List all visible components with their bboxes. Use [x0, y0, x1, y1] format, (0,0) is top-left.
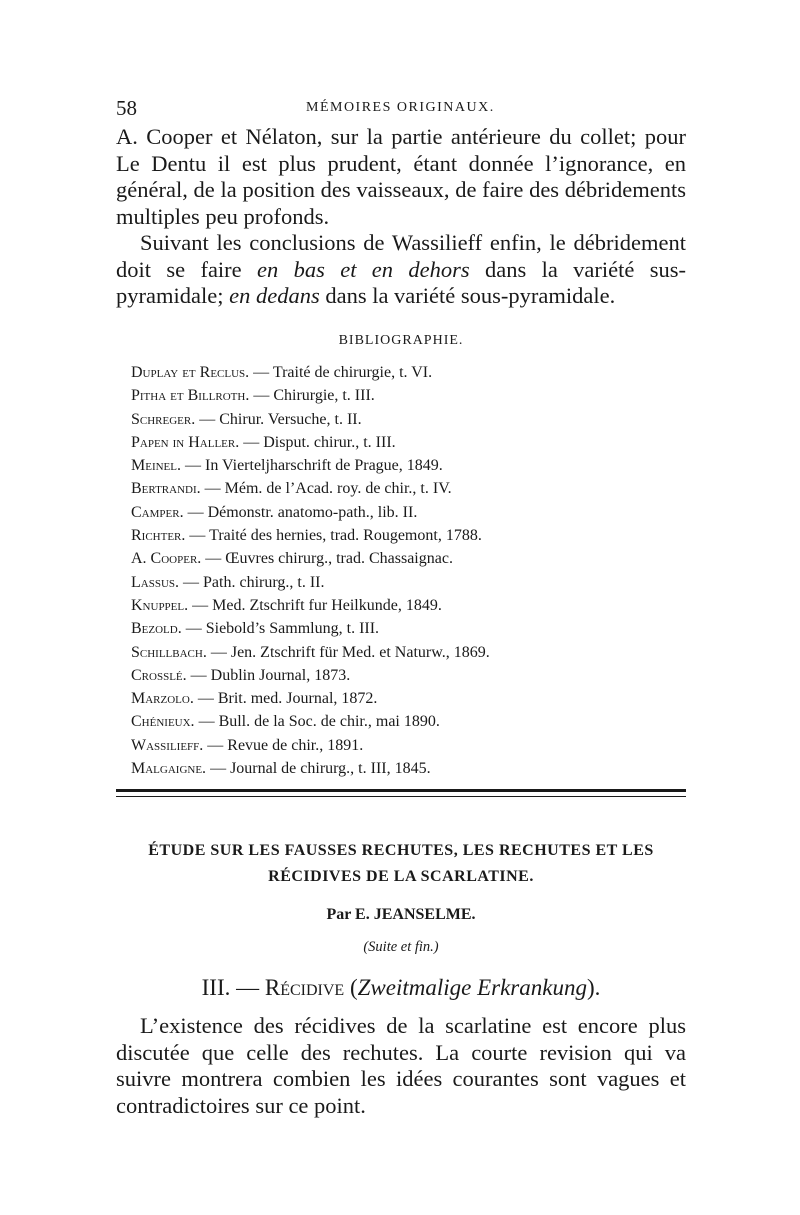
bibliography-author: Chénieux.	[131, 713, 195, 731]
bibliography-author: Schillbach.	[131, 643, 207, 661]
bibliography-reference: — Path. chirurg., t. II.	[179, 573, 325, 591]
bibliography-author: Duplay et Reclus.	[131, 364, 250, 381]
paragraph-1: A. Cooper et Nélaton, sur la partie antérieure du collet; pour Le Dentu il est plus prudent, étant donnée l’ignorance, en général, de la position des vaisseaux, de faire des débridements multiples peu profonds.	[116, 124, 686, 229]
bibliography-author: Bertrandi.	[131, 480, 201, 498]
bibliography-author: A. Cooper.	[131, 550, 202, 568]
running-title: MÉMOIRES ORIGINAUX.	[306, 100, 495, 115]
bibliography-author: Lassus.	[131, 573, 180, 591]
bibliography-entry	[131, 617, 691, 640]
paragraph-2-italic-2: en dedans	[229, 283, 320, 308]
article-byline: Par E. JEANSELME.	[326, 906, 476, 923]
bibliography-entry	[131, 361, 691, 384]
article-title-line-1: ÉTUDE SUR LES FAUSSES RECHUTES, LES RECHUTES ET LES	[148, 842, 654, 859]
bibliography-entry	[131, 384, 691, 407]
bibliography-entry	[131, 594, 691, 617]
bibliography-author: Schreger.	[131, 410, 196, 428]
section-number: III. —	[201, 975, 265, 1000]
bibliography-entry	[131, 431, 691, 454]
bibliography-entry	[131, 641, 691, 664]
bibliography-reference: — Siebold’s Sammlung, t. III.	[181, 620, 380, 638]
section-subtitle: Zweitmalige Erkrankung	[357, 975, 587, 1000]
bibliography-reference: — Œuvres chirurg., trad. Chassaignac.	[201, 550, 453, 568]
bibliography-entry	[131, 454, 691, 477]
section-subtitle-close: ).	[586, 975, 601, 1000]
bibliography-reference: — Démonstr. anatomo-path., lib. II.	[183, 503, 418, 521]
section-heading	[116, 975, 686, 1001]
bibliography-entry	[131, 501, 691, 524]
bibliography-list	[131, 361, 691, 780]
bibliography-author: Malgaigne.	[131, 760, 207, 778]
bibliography-reference: — Mém. de l’Acad. roy. de chir., t. IV.	[200, 480, 452, 498]
bibliography-author: Papen in Haller.	[131, 433, 240, 451]
bibliography-reference: — Med. Ztschrift fur Heilkunde, 1849.	[188, 596, 442, 614]
bibliography-author: Camper.	[131, 503, 184, 521]
bibliography-reference: — Traité de chirurgie, t. VI.	[249, 364, 433, 381]
bibliography-heading: BIBLIOGRAPHIE.	[338, 333, 464, 348]
bibliography-reference: — Journal de chirurg., t. III, 1845.	[206, 760, 431, 778]
bibliography-entry	[131, 524, 691, 547]
bibliography-entry	[131, 664, 691, 687]
bibliography-author: Crosslé.	[131, 666, 187, 684]
continued-text	[116, 124, 686, 310]
bibliography-entry	[131, 477, 691, 500]
bibliography-author: Richter.	[131, 527, 186, 545]
paragraph-2-part-2: dans la variété sus-pyramidale;	[116, 256, 686, 308]
bibliography-reference: — In Vierteljharschrift de Prague, 1849.	[181, 457, 443, 475]
bibliography-entry	[131, 710, 691, 733]
article-title-line-2: RÉCIDIVES DE LA SCARLATINE.	[268, 868, 534, 885]
bibliography-author: Knuppel.	[131, 596, 189, 614]
bibliography-reference: — Bull. de la Soc. de chir., mai 1890.	[194, 713, 440, 731]
bibliography-author: Pitha et Billroth.	[131, 387, 250, 405]
bibliography-entry	[131, 408, 691, 431]
lead-paragraph: L’existence des récidives de la scarlatine est encore plus discutée que celle des rechutes. La courte revision qui va suivre montrera combien les idées courantes sont vagues et contradictoires sur ce point.	[116, 1013, 686, 1118]
paragraph-2	[116, 230, 686, 310]
article-title	[116, 838, 686, 890]
bibliography-reference: — Chirur. Versuche, t. II.	[195, 410, 362, 428]
bibliography-reference: — Chirurgie, t. III.	[249, 387, 375, 405]
paragraph-2-part-3: dans la variété sous-pyramidale.	[319, 283, 616, 308]
section-subtitle-open: (	[344, 975, 358, 1000]
bibliography-reference: — Revue de chir., 1891.	[203, 736, 364, 754]
section-title: Récidive	[264, 975, 345, 1000]
bibliography-entry	[131, 734, 691, 757]
bibliography-author: Meinel.	[131, 457, 181, 475]
bibliography-author: Wassilieff.	[131, 736, 204, 754]
running-head	[116, 96, 686, 120]
bibliography-author: Bezold.	[131, 620, 182, 638]
page-number: 58	[116, 96, 137, 120]
section-rule-thick	[116, 789, 686, 792]
bibliography-entry	[131, 547, 691, 570]
paragraph-2-part-1: Suivant les conclusions de Wassilieff enfin, le débridement doit se faire	[116, 230, 686, 282]
bibliography-reference: — Dublin Journal, 1873.	[186, 666, 351, 684]
section-rule-thin	[116, 796, 686, 797]
bibliography-reference: — Brit. med. Journal, 1872.	[193, 690, 378, 708]
paragraph-2-italic-1: en bas et en dehors	[257, 256, 470, 282]
bibliography-entry	[131, 687, 691, 710]
article-subnote: (Suite et fin.)	[363, 939, 439, 955]
bibliography-entry	[131, 757, 691, 780]
article-body	[116, 1013, 686, 1119]
bibliography-reference: — Jen. Ztschrift für Med. et Naturw., 1869.	[206, 643, 490, 661]
bibliography-reference: — Traité des hernies, trad. Rougemont, 1788.	[185, 527, 482, 545]
bibliography-entry	[131, 571, 691, 594]
bibliography-reference: — Disput. chirur., t. III.	[239, 433, 396, 451]
bibliography-author: Marzolo.	[131, 690, 194, 708]
